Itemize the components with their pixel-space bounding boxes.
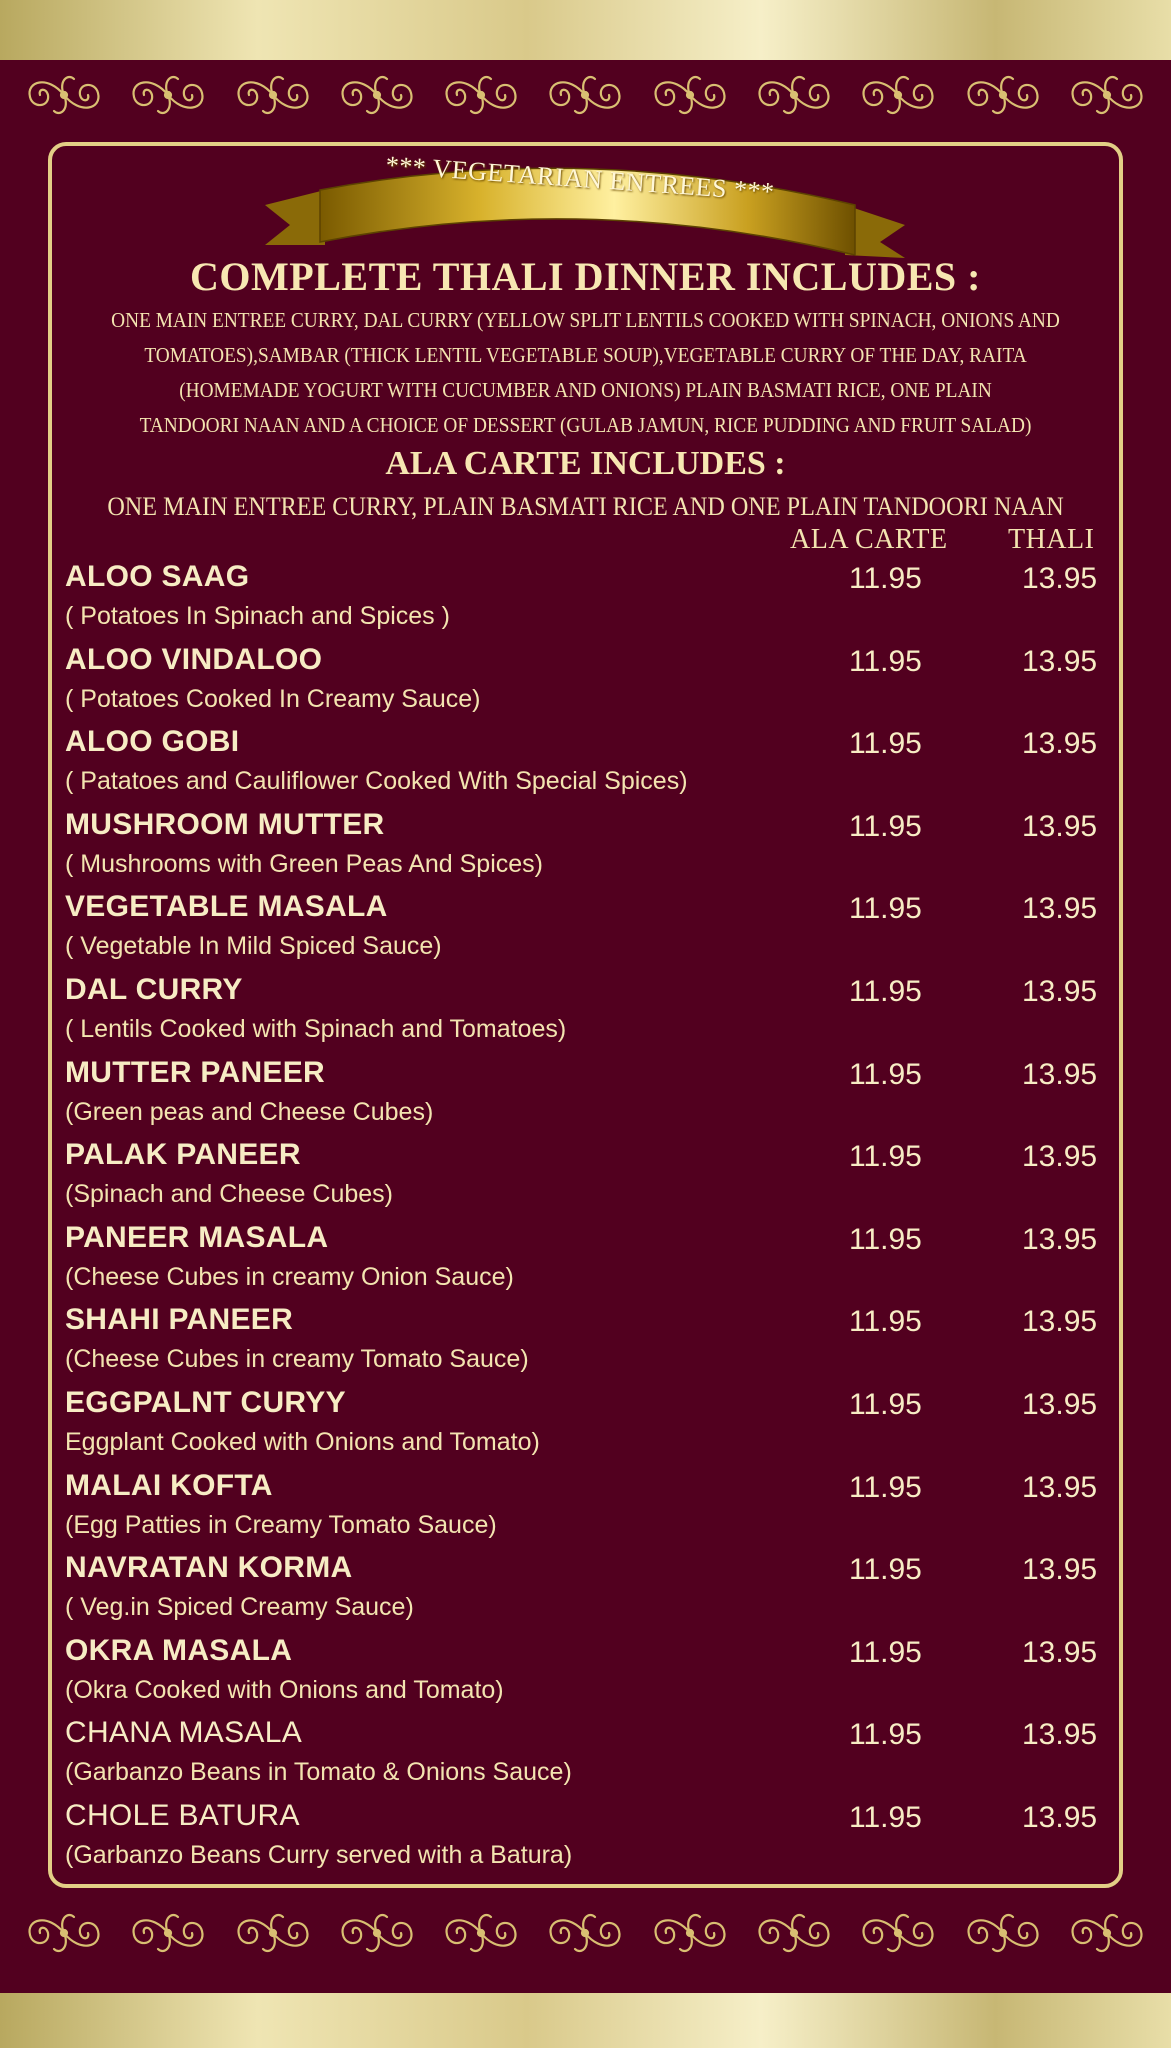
- price-thali: 13.95: [1022, 1553, 1098, 1587]
- price-ala-carte: 11.95: [849, 1553, 922, 1587]
- item-name: CHOLE BATURA: [65, 1798, 300, 1832]
- menu-item: [65, 643, 1115, 726]
- item-name: DAL CURRY: [65, 972, 243, 1006]
- menu-item: [65, 890, 1115, 973]
- flourish-ornament-icon: [748, 1905, 840, 1966]
- flourish-ornament-icon: [539, 1905, 631, 1966]
- flourish-ornament-icon: [1061, 1905, 1153, 1966]
- price-ala-carte: 11.95: [849, 974, 922, 1008]
- banner-label: *** VEGETARIAN ENTREES ***: [384, 150, 776, 207]
- price-ala-carte: 11.95: [849, 1800, 922, 1834]
- thali-line: TANDOORI NAAN AND A CHOICE OF DESSERT (GULAB JAMUN, RICE PUDDING AND FRUIT SALAD): [139, 413, 1032, 437]
- flourish-ornament-icon: [435, 1905, 527, 1966]
- item-description: (Green peas and Cheese Cubes): [65, 1097, 434, 1126]
- flourish-ornament-icon: [957, 1905, 1049, 1966]
- item-description: ( Veg.in Spiced Creamy Sauce): [65, 1593, 414, 1622]
- price-thali: 13.95: [1022, 1800, 1098, 1834]
- price-thali: 13.95: [1022, 892, 1098, 926]
- price-ala-carte: 11.95: [849, 1470, 922, 1504]
- top-ornament-border: [0, 62, 1171, 132]
- flourish-ornament-icon: [227, 1905, 319, 1966]
- flourish-ornament-icon: [18, 1905, 110, 1966]
- item-name: MUSHROOM MUTTER: [65, 807, 385, 841]
- menu-item: [65, 725, 1115, 808]
- menu-item: [65, 1386, 1115, 1469]
- top-gold-bar: [0, 0, 1171, 60]
- price-ala-carte: 11.95: [849, 892, 922, 926]
- menu-item: [65, 1303, 1115, 1386]
- flourish-ornament-icon: [644, 1905, 736, 1966]
- price-thali: 13.95: [1022, 727, 1098, 761]
- item-name: PANEER MASALA: [65, 1220, 329, 1254]
- item-description: ( Potatoes Cooked In Creamy Sauce): [65, 684, 481, 713]
- item-name: PALAK PANEER: [65, 1138, 301, 1172]
- item-description: ( Potatoes In Spinach and Spices ): [65, 602, 450, 630]
- menu-item: [65, 1716, 1115, 1799]
- price-thali: 13.95: [1022, 1635, 1098, 1669]
- menu-item: [65, 1634, 1115, 1717]
- item-description: (Cheese Cubes in creamy Onion Sauce): [65, 1262, 514, 1291]
- flourish-ornament-icon: [852, 1905, 944, 1966]
- price-ala-carte: 11.95: [849, 1718, 922, 1752]
- item-name: MALAI KOFTA: [65, 1468, 273, 1502]
- item-name: NAVRATAN KORMA: [65, 1551, 353, 1585]
- flourish-ornament-icon: [644, 67, 736, 128]
- flourish-ornament-icon: [435, 67, 527, 128]
- item-description: ( Lentils Cooked with Spinach and Tomatoes): [65, 1014, 567, 1043]
- price-ala-carte: 11.95: [849, 727, 922, 761]
- price-thali: 13.95: [1022, 1387, 1098, 1421]
- flourish-ornament-icon: [18, 67, 110, 128]
- alacarte-description: ONE MAIN ENTREE CURRY, PLAIN BASMATI RICE AND ONE PLAIN TANDOORI NAAN: [107, 492, 1064, 521]
- price-ala-carte: 11.95: [849, 1140, 922, 1174]
- item-name: CHANA MASALA: [65, 1716, 303, 1750]
- column-header-ala-carte: ALA CARTE: [790, 524, 948, 555]
- price-ala-carte: 11.95: [849, 644, 922, 678]
- item-description: (Garbanzo Beans Curry served with a Batura): [65, 1840, 573, 1869]
- menu-item: [65, 1799, 1115, 1882]
- item-description: Eggplant Cooked with Onions and Tomato): [65, 1427, 540, 1456]
- price-ala-carte: 11.95: [849, 1057, 922, 1091]
- thali-title: COMPLETE THALI DINNER INCLUDES :: [190, 254, 981, 299]
- item-name: MUTTER PANEER: [65, 1055, 326, 1089]
- menu-item: [65, 1469, 1115, 1552]
- price-ala-carte: 11.95: [849, 1222, 922, 1256]
- flourish-ornament-icon: [331, 1905, 423, 1966]
- price-thali: 13.95: [1022, 974, 1098, 1008]
- item-description: (Cheese Cubes in creamy Tomato Sauce): [65, 1345, 529, 1374]
- price-thali: 13.95: [1022, 809, 1098, 843]
- bottom-ornament-border: [0, 1900, 1171, 1970]
- item-name: SHAHI PANEER: [65, 1303, 294, 1337]
- flourish-ornament-icon: [852, 67, 944, 128]
- column-header-thali: THALI: [1008, 524, 1095, 555]
- menu-item: [65, 1138, 1115, 1221]
- menu-item: [65, 560, 1115, 643]
- flourish-ornament-icon: [331, 67, 423, 128]
- flourish-ornament-icon: [957, 67, 1049, 128]
- item-name: ALOO VINDALOO: [65, 642, 323, 676]
- item-name: ALOO GOBI: [65, 725, 240, 759]
- price-thali: 13.95: [1022, 1470, 1098, 1504]
- item-description: (Spinach and Cheese Cubes): [65, 1180, 393, 1209]
- menu-list: [65, 560, 1115, 1882]
- item-description: (Garbanzo Beans in Tomato & Onions Sauce): [65, 1758, 572, 1787]
- item-name: VEGETABLE MASALA: [65, 890, 388, 924]
- flourish-ornament-icon: [539, 67, 631, 128]
- item-description: ( Vegetable In Mild Spiced Sauce): [65, 932, 442, 961]
- price-ala-carte: 11.95: [849, 562, 922, 595]
- price-ala-carte: 11.95: [849, 809, 922, 843]
- price-thali: 13.95: [1022, 1305, 1098, 1339]
- flourish-ornament-icon: [122, 67, 214, 128]
- item-name: ALOO SAAG: [65, 560, 250, 593]
- flourish-ornament-icon: [122, 1905, 214, 1966]
- item-name: OKRA MASALA: [65, 1633, 293, 1667]
- item-description: (Okra Cooked with Onions and Tomato): [65, 1675, 504, 1704]
- price-thali: 13.95: [1022, 644, 1098, 678]
- bottom-gold-bar: [0, 1993, 1171, 2048]
- item-description: (Egg Patties in Creamy Tomato Sauce): [65, 1510, 497, 1539]
- flourish-ornament-icon: [1061, 67, 1153, 128]
- thali-line: (HOMEMADE YOGURT WITH CUCUMBER AND ONIONS) PLAIN BASMATI RICE, ONE PLAIN: [179, 378, 992, 402]
- price-ala-carte: 11.95: [849, 1387, 922, 1421]
- price-thali: 13.95: [1022, 1222, 1098, 1256]
- menu-item: [65, 973, 1115, 1056]
- price-ala-carte: 11.95: [849, 1305, 922, 1339]
- thali-description: [102, 303, 1069, 443]
- price-thali: 13.95: [1022, 1057, 1098, 1091]
- price-ala-carte: 11.95: [849, 1635, 922, 1669]
- menu-item: [65, 1221, 1115, 1304]
- item-description: ( Mushrooms with Green Peas And Spices): [65, 849, 543, 878]
- thali-line: ONE MAIN ENTREE CURRY, DAL CURRY (YELLOW SPLIT LENTILS COOKED WITH SPINACH, ONIONS AND: [111, 308, 1060, 332]
- flourish-ornament-icon: [748, 67, 840, 128]
- price-thali: 13.95: [1022, 562, 1098, 595]
- menu-item: [65, 808, 1115, 891]
- menu-item: [65, 1551, 1115, 1634]
- alacarte-title: ALA CARTE INCLUDES :: [385, 445, 786, 482]
- flourish-ornament-icon: [227, 67, 319, 128]
- item-name: EGGPALNT CURYY: [65, 1385, 346, 1419]
- price-thali: 13.95: [1022, 1718, 1098, 1752]
- price-thali: 13.95: [1022, 1140, 1098, 1174]
- thali-line: TOMATOES),SAMBAR (THICK LENTIL VEGETABLE SOUP),VEGETABLE CURRY OF THE DAY, RAITA: [144, 343, 1027, 367]
- item-description: ( Patatoes and Cauliflower Cooked With Special Spices): [65, 767, 688, 796]
- menu-item: [65, 1056, 1115, 1139]
